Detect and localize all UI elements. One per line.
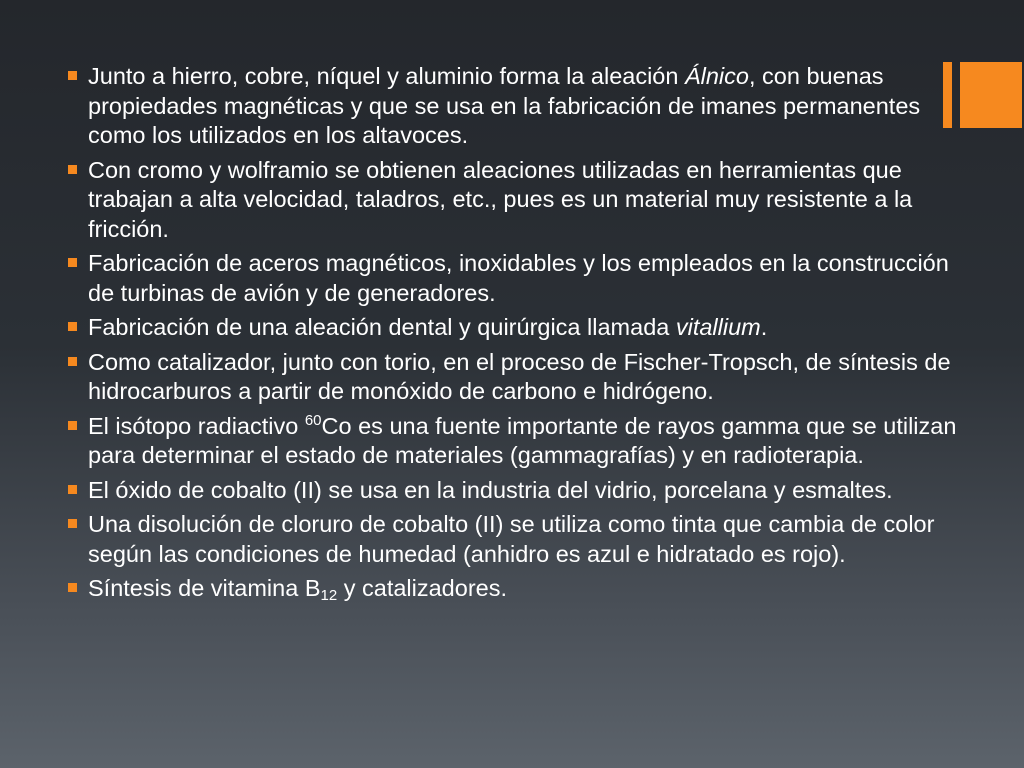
bullet-text: . [760, 314, 768, 340]
square-bullet-icon [68, 519, 77, 528]
bullet-text: Como catalizador, junto con torio, en el proceso de Fischer-Tropsch, de síntesis de hidrocarburos a partir de monóxido de carbono e hidrógeno. [88, 348, 951, 404]
square-bullet-icon [68, 583, 77, 592]
thick-orange-bar [960, 62, 1022, 128]
bullet-text: Fabricación de aceros magnéticos, inoxidables y los empleados en la construcción de turbinas de avión y de generadores. [88, 250, 949, 306]
square-bullet-icon [68, 322, 77, 331]
square-bullet-icon [68, 357, 77, 366]
isotope-superscript: 60 [304, 411, 322, 429]
bullet-text: y catalizadores. [337, 575, 507, 601]
bullet-emphasis: vitallium [675, 314, 761, 340]
bullet-text: , con buenas propiedades magnéticas y que se usa en la fabricación de imanes permanentes como los utilizados en los altavoces. [88, 63, 921, 148]
bullet-item [68, 62, 968, 151]
bullet-text: Con cromo y wolframio se obtienen aleaciones utilizadas en herramientas que trabajan a alta velocidad, taladros, etc., pues es un material muy resistente a la fricción. [88, 156, 913, 242]
square-bullet-icon [68, 71, 77, 80]
bullet-item [68, 348, 968, 407]
bullet-text: Una disolución de cloruro de cobalto (II) se utiliza como tinta que cambia de color según las condiciones de humedad (anhidro es azul e hidratado es rojo). [88, 511, 935, 567]
bullet-item [68, 313, 968, 343]
bullet-text: Junto a hierro, cobre, níquel y aluminio forma la aleación [88, 63, 685, 89]
bullet-item [68, 510, 968, 569]
square-bullet-icon [68, 421, 77, 430]
bullet-list [68, 62, 968, 609]
square-bullet-icon [68, 258, 77, 267]
bullet-text: Co es una fuente importante de rayos gamma que se utilizan para determinar el estado de materiales (gammagrafías) y en radioterapia. [88, 412, 957, 468]
vitamin-subscript: 12 [320, 587, 338, 604]
bullet-item [68, 412, 968, 471]
bullet-item [68, 476, 968, 506]
bullet-text: El isótopo radiactivo [88, 412, 305, 439]
square-bullet-icon [68, 485, 77, 494]
square-bullet-icon [68, 165, 77, 174]
bullet-emphasis: Álnico [684, 63, 749, 89]
bullet-item [68, 156, 968, 245]
bullet-item [68, 574, 968, 604]
bullet-item [68, 249, 968, 308]
bullet-text: Síntesis de vitamina B [88, 575, 321, 601]
bullet-text: El óxido de cobalto (II) se usa en la industria del vidrio, porcelana y esmaltes. [88, 476, 893, 503]
bullet-text: Fabricación de una aleación dental y quirúrgica llamada [88, 314, 676, 340]
